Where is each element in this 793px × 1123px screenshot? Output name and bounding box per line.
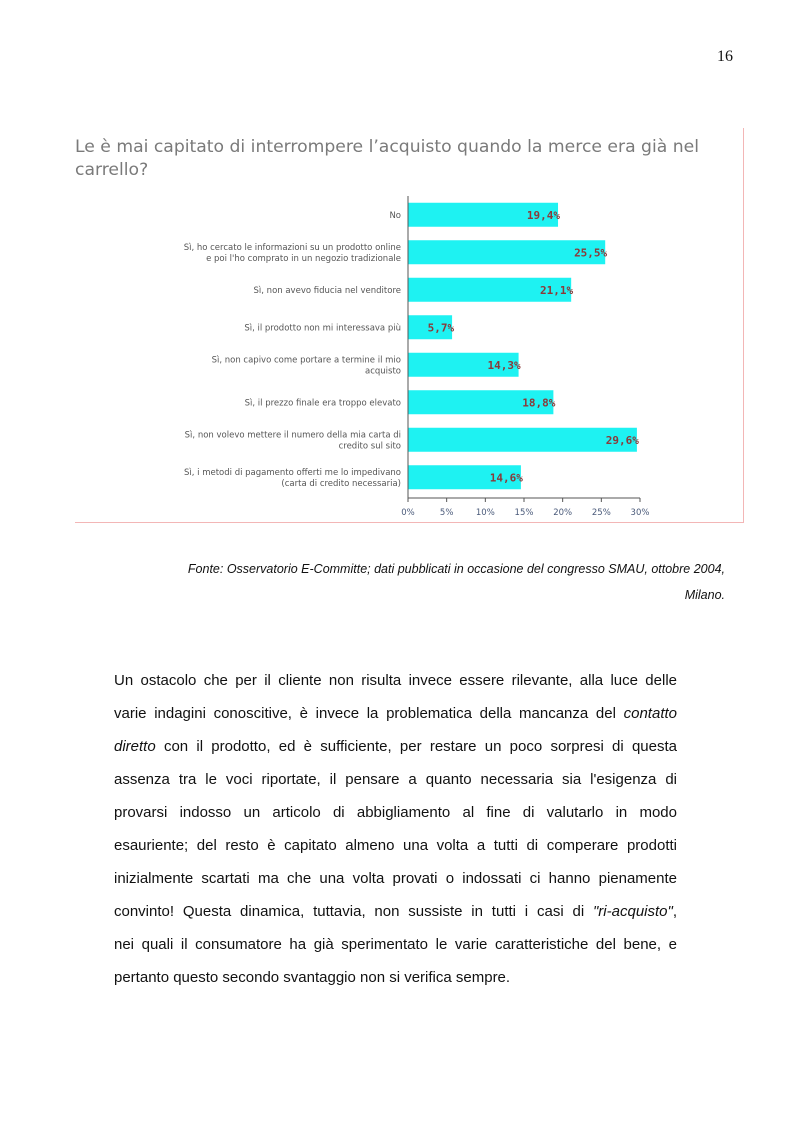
body-line-9: [114, 961, 677, 994]
x-tick-label-0: 0%: [401, 508, 415, 518]
x-tick-label-6: 30%: [630, 508, 650, 518]
value-label-4: 14,3%: [487, 358, 521, 372]
text-run: provarsi indosso un articolo di abbigliamento al fine di valutarlo in modo: [114, 804, 677, 821]
emphasis-text: contatto: [623, 705, 677, 722]
x-tick-label-1: 5%: [439, 508, 454, 518]
category-label-3-0: Sì, il prodotto non mi interessava più: [244, 323, 401, 334]
x-tick-label-2: 10%: [475, 508, 495, 518]
body-line-7: [114, 895, 677, 928]
x-tick-label-5: 25%: [591, 508, 611, 518]
category-label-1-1: e poi l'ho comprato in un negozio tradizionale: [206, 253, 401, 264]
body-line-5: [114, 829, 677, 862]
text-run: con il prodotto, ed è sufficiente, per restare un poco sorpresi di questa: [155, 738, 677, 755]
body-line-8: [114, 928, 677, 961]
body-paragraph: [114, 664, 677, 994]
body-line-6: [114, 862, 677, 895]
chart-title-line-2: carrello?: [75, 160, 149, 180]
source-line-1: Fonte: Osservatorio E-Committe; dati pubblicati in occasione del congresso SMAU, ottobre 2004,: [187, 562, 725, 576]
body-line-3: [114, 763, 677, 796]
figure-source: [130, 556, 725, 608]
text-run: inizialmente scartati ma che una volta provati o indossati ci hanno pienamente: [114, 870, 677, 887]
chart-title-line-1: Le è mai capitato di interrompere l’acquisto quando la merce era già nel: [75, 137, 699, 157]
category-label-7-1: (carta di credito necessaria): [281, 478, 401, 489]
page-number: 16: [717, 48, 733, 65]
text-run: varie indagini conoscitive, è invece la problematica della mancanza del: [114, 705, 624, 722]
value-label-1: 25,5%: [574, 246, 608, 260]
category-label-4-0: Sì, non capivo come portare a termine il mio: [211, 355, 401, 366]
text-run: esauriente; del resto è capitato almeno una volta a tutti di comperare prodotti: [114, 837, 677, 854]
text-run: ,: [672, 903, 677, 920]
value-label-2: 21,1%: [540, 283, 574, 297]
value-label-7: 14,6%: [489, 471, 523, 485]
bar-chart: [75, 128, 743, 522]
category-label-6-0: Sì, non volevo mettere il numero della mia carta di: [184, 430, 401, 441]
category-label-5-0: Sì, il prezzo finale era troppo elevato: [244, 398, 401, 409]
emphasis-text: diretto: [114, 738, 156, 755]
chart-figure: [75, 128, 744, 523]
value-label-0: 19,4%: [526, 208, 561, 222]
text-run: nei quali il consumatore ha già sperimentato le varie caratteristiche del bene, e: [114, 936, 677, 953]
category-label-0-0: No: [389, 210, 401, 221]
category-label-7-0: Sì, i metodi di pagamento offerti me lo impedivano: [183, 467, 401, 478]
value-label-6: 29,6%: [605, 433, 639, 447]
category-label-1-0: Sì, ho cercato le informazioni su un prodotto online: [183, 242, 401, 253]
text-run: convinto! Questa dinamica, tuttavia, non sussiste in tutti i casi di: [114, 903, 593, 920]
value-label-5: 18,8%: [522, 396, 556, 410]
x-tick-label-4: 20%: [553, 508, 573, 518]
text-run: assenza tra le voci riportate, il pensare a quanto necessaria sia l'esigenza di: [114, 771, 677, 788]
text-run: pertanto questo secondo svantaggio non si verifica sempre.: [114, 969, 511, 986]
body-line-0: [114, 664, 677, 697]
value-label-3: 5,7%: [427, 321, 455, 335]
category-label-2-0: Sì, non avevo fiducia nel venditore: [253, 285, 401, 296]
source-line-2: Milano.: [684, 588, 725, 602]
emphasis-text: "ri-acquisto": [592, 903, 673, 920]
text-run: Un ostacolo che per il cliente non risulta invece essere rilevante, alla luce delle: [114, 672, 677, 689]
body-line-4: [114, 796, 677, 829]
bar-6: [408, 428, 637, 452]
category-label-4-1: acquisto: [365, 366, 401, 377]
x-tick-label-3: 15%: [514, 508, 534, 518]
body-line-1: [114, 697, 677, 730]
body-line-2: [114, 730, 677, 763]
category-label-6-1: credito sul sito: [338, 441, 401, 452]
